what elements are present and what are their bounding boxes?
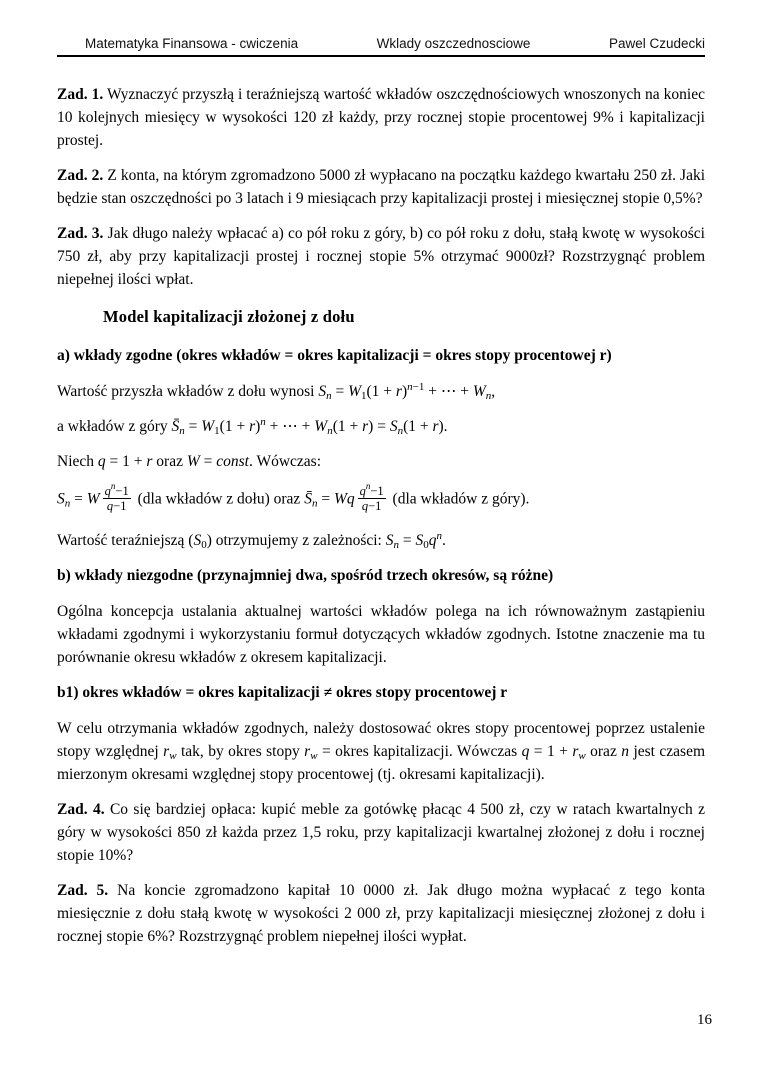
subsection-b1-text: W celu otrzymania wkładów zgodnych, należy dostosować okres stopy procentowej poprzez ustalenie stopy względnej $r_w$ tak, by okres stopy $r_w$ = okres kapitalizacji. Wówczas $q = 1 + r_w$ oraz n jest czasem mierzonym okresami względnej stopy procentowej (tj. okresami kapitalizacji). [57,719,706,783]
exercise-3-text: Jak długo należy wpłacać a) co pół roku z góry, b) co pół roku z dołu, stałą kwotę w wysokości 750 zł, aby przy kapitalizacji prostej i rocznej stopie 5% otrzymać 9000zł? Rozstrzygnąć problem niepełnej ilości wpłat. [57,225,705,288]
page-number: 16 [697,1012,712,1028]
exercise-4-text: Co się bardziej opłaca: kupić meble za gotówkę płacąc 4 500 zł, czy w ratach kwartalnych z góry w wysokości 850 zł każda przez 1,5 roku, przy kapitalizacji kwartalnej złożonej z dołu i rocznej stopie 10%? [57,800,706,864]
exercise-5 [57,879,705,948]
subsection-a-heading: a) wkłady zgodne (okres wkładów = okres kapitalizacji = okres stopy procentowej r) [57,347,612,364]
header-author: Pawel Czudecki [608,36,705,51]
subsection-b1-heading: b1) okres wkładów = okres kapitalizacji ≠ okres stopy procentowej r [57,683,508,701]
header-rule [57,55,705,57]
exercise-5-label: Zad. 5. [57,881,109,899]
exercise-4-label: Zad. 4. [57,800,105,818]
document-body [57,83,705,948]
exercise-2-text: Z konta, na którym zgromadzono 5000 zł wypłacano na początku każdego kwartału 250 zł. Jaki będzie stan oszczędności po 3 latach i 9 miesiącach przy kapitalizacji prostej i miesięcznej stopie 0,5%? [57,167,705,207]
formula-future-value: Wartość przyszła wkładów z dołu wynosi $S_n = W_1(1 + r)^{n-1}$ + ⋯ + $W_n$, [57,381,496,402]
formula-advance-value: a wkładów z góry $S̄_n = W_1(1 + r)^n$ + ⋯ + $W_n(1 + r) = S_n(1 + r)$. [57,416,448,437]
exercise-5-text: Na koncie zgromadzono kapitał 10 0000 zł. Jak długo można wypłacać z tego konta miesięcznie z dołu stałą kwotę w wysokości 2 000 zł, przy kapitalizacji miesięcznej złożonej z dołu i rocznej stopie 6%? Rozstrzygnąć problem niepełnej ilości wypłat. [57,881,705,945]
page-header [57,36,705,51]
formula-present-value: Wartość teraźniejszą $(S_0)$ otrzymujemy z zależności: $S_n = S_0q^n$. [57,529,446,551]
section-title: Model kapitalizacji złożonej z dołu [103,307,355,326]
subsection-b-heading: b) wkłady niezgodne (przynajmniej dwa, spośród trzech okresów, są różne) [57,566,554,584]
subsection-b-text: Ogólna koncepcja ustalania aktualnej wartości wkładów polega na ich równoważnym zastąpieniu wkładami zgodnymi i wykorzystaniu formuł dotyczących wkładów zgodnych. Istotne znaczenie ma tu porównanie okresu wkładów z okresem kapitalizacji. [57,602,705,666]
header-course-title: Matematyka Finansowa - cwiczenia [85,36,299,51]
exercise-1-text: Wyznaczyć przyszłą i teraźniejszą wartość wkładów oszczędnościowych wnoszonych na koniec 10 kolejnych miesięcy w wysokości 120 zł każdy, przy rocznej stopie procentowej 9% i kapitalizacji prostej. [57,86,705,149]
exercise-1 [57,83,705,152]
exercise-2 [57,164,705,210]
exercise-3-label: Zad. 3. [57,225,104,242]
formula-closed-form: $S_n = W$ $\frac{q^n-1}{q-1}$ (dla wkładów z dołu) oraz $S̄_n = Wq$ $\frac{q^n-1}{q-1}$ (dla wkładów z góry). [57,481,530,514]
exercise-3 [57,222,705,291]
exercise-4 [57,798,705,867]
exercise-2-label: Zad. 2. [57,167,104,184]
header-topic-title: Wklady oszczednosciowe [376,36,531,51]
formula-let-q: Niech q = 1 + r oraz W = const. Wówczas: [57,453,322,470]
exercise-1-label: Zad. 1. [57,86,104,103]
